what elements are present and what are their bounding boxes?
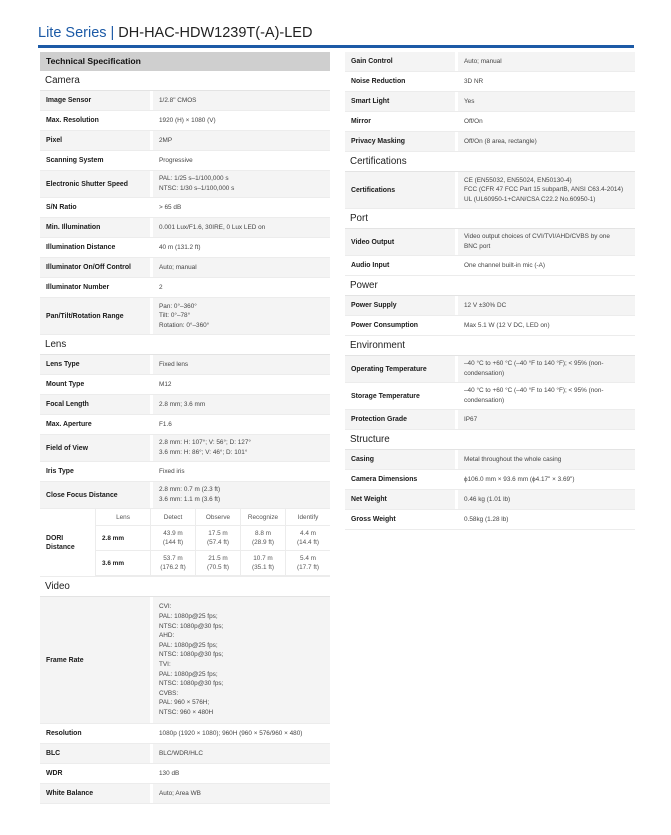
spec-value (455, 410, 635, 429)
environment-spec-rows (345, 356, 635, 430)
spec-label: Max. Resolution (40, 111, 150, 130)
spec-label: Image Sensor (40, 91, 150, 110)
spec-value-line: F1.6 (159, 420, 172, 428)
spec-label: Video Output (345, 229, 455, 255)
spec-row-power-supply (345, 296, 635, 316)
spec-value-line: PAL: 960 × 576H; (159, 699, 210, 707)
spec-value-line: UL (UL60950-1+CAN/CSA C22.2 No.60950-1) (464, 195, 596, 203)
spec-value (150, 482, 330, 508)
spec-value-line: FCC (CFR 47 FCC Part 15 subpartB, ANSI C63.4-2014) (464, 186, 624, 194)
spec-value (150, 724, 330, 743)
spec-label: Camera Dimensions (345, 470, 455, 489)
spec-value-line: Auto; manual (159, 263, 197, 271)
spec-value-line: Pan: 0°–360° (159, 302, 197, 310)
spec-row-max-resolution (40, 111, 330, 131)
dori-cell (285, 526, 330, 551)
spec-value-line: Yes (464, 97, 475, 105)
spec-value (455, 296, 635, 315)
spec-value (150, 395, 330, 414)
spec-value-line: 12 V ±30% DC (464, 301, 507, 309)
dori-label (40, 509, 95, 576)
spec-value (150, 198, 330, 217)
spec-row-casing (345, 450, 635, 470)
dori-cell-line: (70.5 ft) (206, 564, 230, 571)
spec-row-mount-type (40, 375, 330, 395)
dori-cell-line: (57.4 ft) (206, 539, 230, 546)
port-spec-rows (345, 229, 635, 276)
spec-label: Protection Grade (345, 410, 455, 429)
spec-label: Power Consumption (345, 316, 455, 335)
dori-cell-line: (14.4 ft) (296, 539, 320, 546)
certification-spec-rows (345, 172, 635, 209)
dori-cell (150, 526, 195, 551)
spec-value-line: 40 m (131.2 ft) (159, 243, 201, 251)
spec-value-line: BNC port (464, 243, 491, 250)
spec-row-scanning-system (40, 151, 330, 171)
spec-value-line: 3.6 mm: 1.1 m (3.6 ft) (159, 496, 221, 503)
spec-value (455, 92, 635, 111)
dori-label-line1: DORI (46, 534, 64, 542)
spec-table-heading: Technical Specification (40, 52, 330, 71)
spec-label: Lens Type (40, 355, 150, 374)
spec-value-line: One channel built-in mic (-A) (464, 261, 545, 269)
spec-row-frame-rate (40, 597, 330, 724)
spec-value-line: M12 (159, 380, 172, 388)
dori-row-2-8-mm (95, 526, 330, 551)
dori-header-observe: Observe (195, 509, 240, 526)
spec-label: Scanning System (40, 151, 150, 170)
dori-data-rows (95, 526, 330, 576)
spec-value (455, 72, 635, 91)
title-separator: | (110, 25, 115, 41)
spec-label: BLC (40, 744, 150, 763)
dori-cell (285, 551, 330, 576)
spec-value-line: Metal throughout the whole casing (464, 455, 562, 463)
spec-label: Resolution (40, 724, 150, 743)
spec-label: Storage Temperature (345, 383, 455, 409)
dori-header-row (95, 509, 330, 526)
spec-row-mirror (345, 112, 635, 132)
spec-value (150, 764, 330, 783)
spec-value-line: Progressive (159, 156, 193, 164)
spec-label: Noise Reduction (345, 72, 455, 91)
section-video: Video (40, 577, 330, 597)
spec-label: Net Weight (345, 490, 455, 509)
spec-value-line: Auto; manual (464, 57, 502, 65)
dori-cell (195, 551, 240, 576)
spec-value-line: NTSC: 1/30 s–1/100,000 s (159, 185, 235, 192)
spec-value-line: 2.8 mm: H: 107°; V: 56°; D: 127° (159, 439, 251, 447)
section-structure: Structure (345, 430, 635, 450)
spec-row-image-sensor (40, 91, 330, 111)
dori-cell-line: (28.9 ft) (251, 539, 275, 546)
spec-label: Field of View (40, 435, 150, 461)
dori-cell (195, 526, 240, 551)
dori-distance-table (40, 509, 330, 577)
spec-value (150, 355, 330, 374)
spec-label: Gross Weight (345, 510, 455, 529)
spec-value (150, 415, 330, 434)
spec-value-line: 0.46 kg (1.01 lb) (464, 495, 511, 503)
dori-cell-line: 10.7 m (253, 555, 273, 562)
section-lens: Lens (40, 335, 330, 355)
spec-row-iris-type (40, 462, 330, 482)
spec-value-line: 2.8 mm: 0.7 m (2.3 ft) (159, 486, 221, 494)
spec-row-max-aperture (40, 415, 330, 435)
dori-row-3-6-mm (95, 551, 330, 576)
spec-value-line: Video output choices of CVI/TVI/AHD/CVBS by one (464, 233, 610, 241)
spec-row-electronic-shutter-speed (40, 171, 330, 198)
spec-value-line: condensation) (464, 370, 505, 377)
spec-value (150, 218, 330, 237)
spec-value (150, 258, 330, 277)
spec-value (455, 52, 635, 71)
spec-value-line: IP67 (464, 415, 478, 423)
spec-value (455, 383, 635, 409)
dori-cell-line: (35.1 ft) (251, 564, 275, 571)
spec-value (150, 131, 330, 150)
spec-row-field-of-view (40, 435, 330, 462)
dori-cell (150, 551, 195, 576)
dori-lens-label: 2.8 mm (95, 526, 150, 551)
spec-row-camera-dimensions (345, 470, 635, 490)
spec-label: Frame Rate (40, 597, 150, 723)
spec-label: Power Supply (345, 296, 455, 315)
spec-label: Operating Temperature (345, 356, 455, 382)
spec-value (150, 784, 330, 803)
spec-value-line: ϕ106.0 mm × 93.6 mm (ϕ4.17" × 3.69") (464, 475, 575, 483)
spec-row-storage-temperature (345, 383, 635, 410)
image-spec-rows (345, 52, 635, 152)
spec-label: Min. Illumination (40, 218, 150, 237)
left-column (40, 52, 330, 804)
spec-row-gross-weight (345, 510, 635, 530)
spec-value (150, 744, 330, 763)
spec-label: Illuminator Number (40, 278, 150, 297)
spec-label: Smart Light (345, 92, 455, 111)
section-certifications: Certifications (345, 152, 635, 172)
spec-value-line: 1/2.8" CMOS (159, 96, 197, 104)
spec-value-line: –40 °C to +60 °C (–40 °F to 140 °F); < 95% (non- (464, 360, 604, 368)
spec-value (150, 462, 330, 481)
spec-label: Illumination Distance (40, 238, 150, 257)
spec-value (150, 435, 330, 461)
spec-value (455, 172, 635, 208)
spec-value-line: NTSC: 960 × 480H (159, 708, 214, 716)
spec-row-blc (40, 744, 330, 764)
spec-value-line: 0.001 Lux/F1.6, 30IRE, 0 Lux LED on (159, 223, 266, 231)
dori-cell-line: 17.5 m (208, 530, 228, 537)
spec-value (150, 278, 330, 297)
section-camera: Camera (40, 71, 330, 91)
dori-cell (240, 526, 285, 551)
spec-label: Pixel (40, 131, 150, 150)
spec-label: White Balance (40, 784, 150, 803)
dori-label-line2: Distance (46, 543, 75, 551)
camera-spec-rows (40, 91, 330, 335)
dori-header-identify: Identify (285, 509, 330, 526)
structure-spec-rows (345, 450, 635, 530)
section-environment: Environment (345, 336, 635, 356)
spec-row-wdr (40, 764, 330, 784)
spec-label: S/N Ratio (40, 198, 150, 217)
spec-value-line: Off/On (8 area, rectangle) (464, 137, 537, 145)
spec-value-line: Max 5.1 W (12 V DC, LED on) (464, 321, 550, 329)
spec-value-line: –40 °C to +60 °C (–40 °F to 140 °F); < 95% (non- (464, 387, 604, 395)
spec-value (150, 171, 330, 197)
spec-label: Close Focus Distance (40, 482, 150, 508)
spec-value-line: 2MP (159, 136, 173, 144)
spec-value (150, 151, 330, 170)
spec-label: Focal Length (40, 395, 150, 414)
spec-label: Illuminator On/Off Control (40, 258, 150, 277)
spec-row-noise-reduction (345, 72, 635, 92)
spec-row-certifications (345, 172, 635, 209)
spec-value-line: CVBS: (159, 689, 179, 697)
spec-value (150, 238, 330, 257)
spec-value (150, 298, 330, 334)
spec-row-focal-length (40, 395, 330, 415)
spec-value-line: BLC/WDR/HLC (159, 749, 204, 757)
spec-value-line: 3D NR (464, 77, 484, 85)
spec-label: WDR (40, 764, 150, 783)
spec-value (455, 316, 635, 335)
spec-value (455, 112, 635, 131)
spec-label: Electronic Shutter Speed (40, 171, 150, 197)
spec-row-operating-temperature (345, 356, 635, 383)
spec-row-privacy-masking (345, 132, 635, 152)
spec-value (455, 450, 635, 469)
spec-value (455, 256, 635, 275)
dori-cell-line: 43.9 m (163, 530, 183, 537)
section-power: Power (345, 276, 635, 296)
spec-value (455, 229, 635, 255)
spec-value-line: AHD: (159, 632, 175, 640)
dori-cell-line: (17.7 ft) (296, 564, 320, 571)
dori-grid (95, 509, 330, 576)
power-spec-rows (345, 296, 635, 336)
spec-value-line: Tilt: 0°–78° (159, 312, 191, 320)
spec-row-smart-light (345, 92, 635, 112)
lens-spec-rows (40, 355, 330, 509)
spec-row-min-illumination (40, 218, 330, 238)
spec-value-line: TVI: (159, 661, 171, 668)
spec-row-lens-type (40, 355, 330, 375)
spec-label: Mirror (345, 112, 455, 131)
spec-row-gain-control (345, 52, 635, 72)
spec-value-line: condensation) (464, 397, 505, 404)
document-title (38, 24, 634, 42)
dori-cell-line: (144 ft) (162, 539, 184, 546)
spec-label: Iris Type (40, 462, 150, 481)
spec-row-video-output (345, 229, 635, 256)
spec-row-close-focus-distance (40, 482, 330, 509)
dori-cell-line: 21.5 m (208, 555, 228, 562)
spec-row-net-weight (345, 490, 635, 510)
spec-label: Casing (345, 450, 455, 469)
section-port: Port (345, 209, 635, 229)
spec-value-line: PAL: 1080p@25 fps; (159, 670, 218, 678)
spec-label: Max. Aperture (40, 415, 150, 434)
spec-row-pan-tilt-rotation-range (40, 298, 330, 335)
dori-cell-line: 8.8 m (255, 530, 271, 537)
spec-value-line: 3.6 mm: H: 86°; V: 46°; D: 101° (159, 449, 248, 456)
spec-value-line: CVI: (159, 603, 172, 611)
dori-lens-label: 3.6 mm (95, 551, 150, 576)
spec-value-line: Rotation: 0°–360° (159, 321, 210, 329)
spec-label: Pan/Tilt/Rotation Range (40, 298, 150, 334)
spec-value (455, 356, 635, 382)
spec-value (150, 91, 330, 110)
video-spec-rows (40, 597, 330, 804)
spec-value-line: PAL: 1080p@25 fps; (159, 613, 218, 621)
spec-label: Mount Type (40, 375, 150, 394)
spec-value (150, 597, 330, 723)
dori-cell-line: 4.4 m (300, 530, 316, 537)
spec-label: Audio Input (345, 256, 455, 275)
dori-cell-line: 53.7 m (163, 555, 183, 562)
series-name: Lite Series (38, 25, 107, 41)
spec-row-resolution (40, 724, 330, 744)
spec-value-line: > 65 dB (159, 203, 182, 211)
spec-value-line: PAL: 1080p@25 fps; (159, 641, 218, 649)
dori-cell (240, 551, 285, 576)
spec-row-pixel (40, 131, 330, 151)
spec-value (455, 470, 635, 489)
spec-value-line: 2 (159, 283, 163, 291)
spec-value (150, 111, 330, 130)
model-number: DH-HAC-HDW1239T(-A)-LED (118, 25, 313, 41)
spec-row-audio-input (345, 256, 635, 276)
spec-value-line: 2.8 mm; 3.6 mm (159, 400, 206, 408)
page-header (38, 24, 634, 48)
title-divider (38, 45, 634, 48)
spec-label: Privacy Masking (345, 132, 455, 151)
spec-value-line: Auto; Area WB (159, 789, 201, 797)
spec-row-s-n-ratio (40, 198, 330, 218)
spec-label: Gain Control (345, 52, 455, 71)
spec-value-line: 1920 (H) × 1080 (V) (159, 116, 216, 124)
spec-value-line: 1080p (1920 × 1080); 960H (960 × 576/960 × 480) (159, 729, 303, 737)
dori-header-lens: Lens (95, 509, 150, 526)
spec-label: Certifications (345, 172, 455, 208)
spec-row-white-balance (40, 784, 330, 804)
spec-value-line: NTSC: 1080p@30 fps; (159, 622, 224, 630)
spec-row-protection-grade (345, 410, 635, 430)
spec-value-line: CE (EN55032, EN55024, EN50130-4) (464, 176, 572, 184)
spec-value-line: PAL: 1/25 s–1/100,000 s (159, 175, 229, 183)
spec-value-line: NTSC: 1080p@30 fps; (159, 680, 224, 688)
spec-value-line: 0.58kg (1.28 lb) (464, 515, 509, 523)
dori-header-detect: Detect (150, 509, 195, 526)
spec-row-power-consumption (345, 316, 635, 336)
dori-header-recognize: Recognize (240, 509, 285, 526)
spec-row-illuminator-on-off-control (40, 258, 330, 278)
dori-cell-line: 5.4 m (300, 555, 316, 562)
spec-value (455, 132, 635, 151)
spec-value-line: Fixed lens (159, 360, 189, 368)
right-column (345, 52, 635, 530)
spec-value-line: NTSC: 1080p@30 fps; (159, 651, 224, 659)
spec-value (455, 510, 635, 529)
dori-cell-line: (176.2 ft) (160, 564, 186, 571)
spec-value (455, 490, 635, 509)
spec-value-line: Off/On (464, 117, 483, 125)
spec-row-illumination-distance (40, 238, 330, 258)
spec-value-line: 130 dB (159, 769, 180, 777)
spec-value-line: Fixed iris (159, 467, 185, 475)
spec-row-illuminator-number (40, 278, 330, 298)
spec-value (150, 375, 330, 394)
